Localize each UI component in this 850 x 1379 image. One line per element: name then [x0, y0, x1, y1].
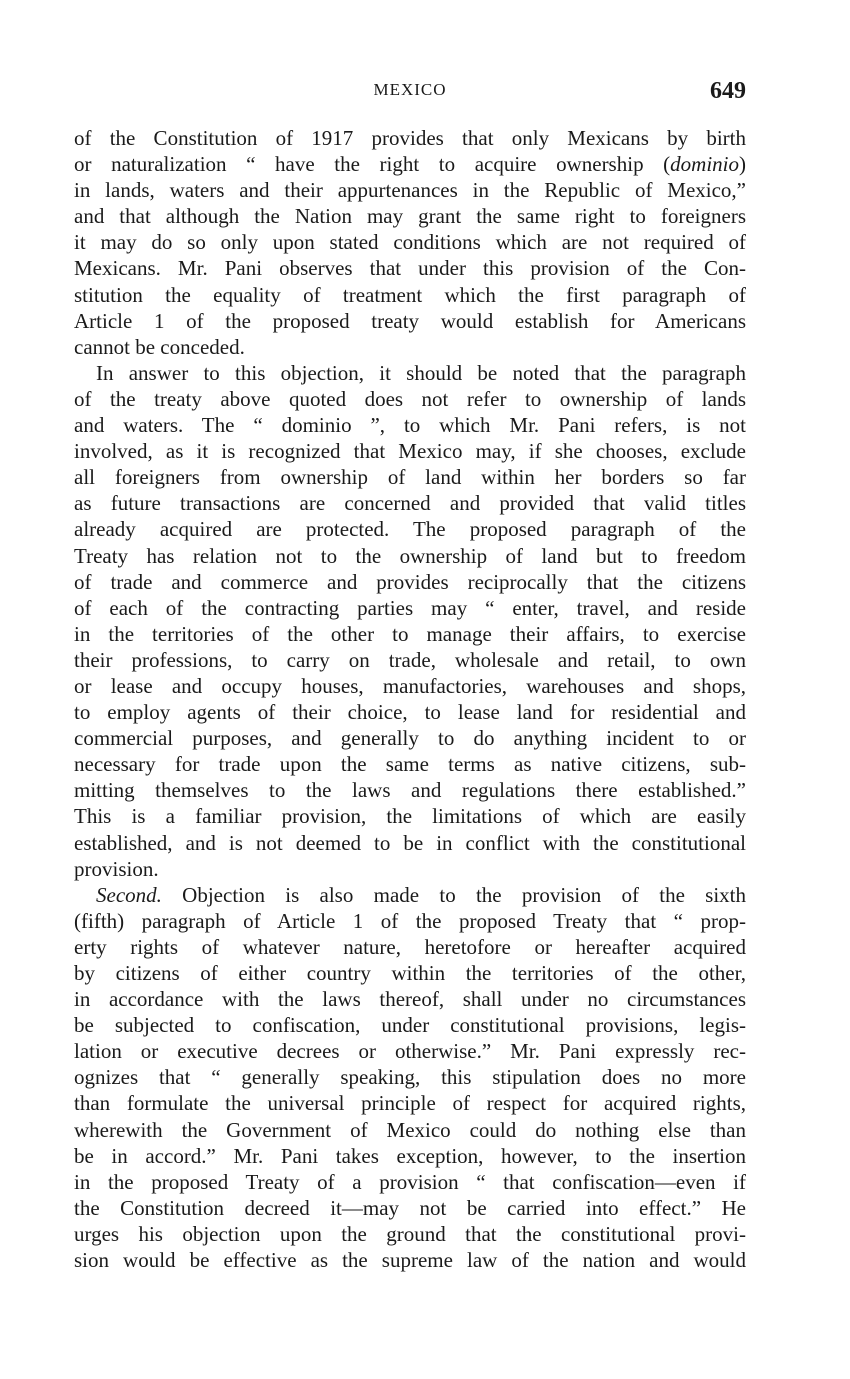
- text-line: In answer to this objection, it should be noted that the paragraph: [96, 360, 746, 385]
- text-line: in the proposed Treaty of a provision “ that confiscation—even if: [74, 1169, 746, 1194]
- text-line: [74, 882, 746, 908]
- text-line: or lease and occupy houses, manufactories, warehouses and shops,: [74, 673, 746, 698]
- text-line: involved, as it is recognized that Mexico may, if she chooses, exclude: [74, 439, 746, 464]
- running-header: [74, 80, 746, 106]
- text-line: lation or executive decrees or otherwise.” Mr. Pani expressly rec-: [74, 1039, 746, 1064]
- paragraph-1: [74, 125, 746, 360]
- running-title: MEXICO: [373, 80, 447, 99]
- text-line: of the Constitution of 1917 provides that only Mexicans by birth: [74, 126, 746, 150]
- text-line: their professions, to carry on trade, wholesale and retail, to own: [74, 647, 746, 672]
- text-line: (fifth) paragraph of Article 1 of the proposed Treaty that “ prop-: [74, 908, 746, 933]
- text-line: Article 1 of the proposed treaty would establish for Americans: [74, 308, 746, 333]
- text-line: erty rights of whatever nature, heretofore or hereafter acquired: [74, 934, 746, 959]
- text-line: wherewith the Government of Mexico could do nothing else than: [74, 1117, 746, 1142]
- text-line: in accordance with the laws thereof, shall under no circumstances: [74, 987, 746, 1012]
- text-line: provision.: [74, 856, 159, 881]
- text-line: of trade and commerce and provides reciprocally that the citizens: [74, 569, 746, 594]
- paragraph-3: [74, 882, 746, 1273]
- text-line: be in accord.” Mr. Pani takes exception, however, to the insertion: [74, 1143, 746, 1168]
- text-line: sion would be effective as the supreme law of the nation and would: [74, 1248, 746, 1273]
- text-line: Mexicans. Mr. Pani observes that under this provision of the Con-: [74, 256, 746, 281]
- text-line: be subjected to confiscation, under constitutional provisions, legis-: [74, 1013, 746, 1038]
- text-segment: Objection is also made to the provision of the sixth: [161, 882, 746, 907]
- text-line: Treaty has relation not to the ownership of land but to freedom: [74, 543, 746, 568]
- text-line: stitution the equality of treatment which the first paragraph of: [74, 282, 746, 307]
- text-line: already acquired are protected. The proposed paragraph of the: [74, 517, 746, 542]
- text-line: urges his objection upon the ground that the constitutional provi-: [74, 1221, 746, 1246]
- text-line: [74, 151, 746, 177]
- text-segment: or naturalization “ have the right to acquire ownership (: [74, 152, 671, 177]
- text-line: ognizes that “ generally speaking, this stipulation does no more: [74, 1065, 746, 1090]
- text-line: of each of the contracting parties may “ enter, travel, and reside: [74, 595, 746, 620]
- text-line: mitting themselves to the laws and regulations there established.”: [74, 778, 746, 803]
- italic-term: dominio: [670, 152, 739, 177]
- text-line: of the treaty above quoted does not refer to ownership of lands: [74, 386, 746, 411]
- text-line: and waters. The “ dominio ”, to which Mr. Pani refers, is not: [74, 413, 746, 438]
- text-line: all foreigners from ownership of land within her borders so far: [74, 465, 746, 490]
- page-number: 649: [710, 78, 746, 104]
- text-line: established, and is not deemed to be in conflict with the constitutional: [74, 830, 746, 855]
- paragraph-2: [74, 360, 746, 882]
- text-line: This is a familiar provision, the limitations of which are easily: [74, 804, 746, 829]
- text-line: and that although the Nation may grant the same right to foreigners: [74, 204, 746, 229]
- text-line: in lands, waters and their appurtenances in the Republic of Mexico,”: [74, 178, 746, 203]
- body-text: [74, 125, 746, 1273]
- text-line: necessary for trade upon the same terms as native citizens, sub-: [74, 752, 746, 777]
- italic-lead: Second.: [96, 882, 162, 907]
- text-line: to employ agents of their choice, to lease land for residential and: [74, 700, 746, 725]
- text-line: it may do so only upon stated conditions which are not required of: [74, 230, 746, 255]
- text-line: than formulate the universal principle of respect for acquired rights,: [74, 1091, 746, 1116]
- text-line: the Constitution decreed it—may not be carried into effect.” He: [74, 1195, 746, 1220]
- text-line: by citizens of either country within the territories of the other,: [74, 961, 746, 985]
- text-line: commercial purposes, and generally to do anything incident to or: [74, 726, 746, 751]
- text-line: cannot be conceded.: [74, 334, 245, 359]
- text-line: as future transactions are concerned and provided that valid titles: [74, 491, 746, 516]
- text-segment: ): [739, 152, 746, 177]
- text-line: in the territories of the other to manage their affairs, to exercise: [74, 621, 746, 646]
